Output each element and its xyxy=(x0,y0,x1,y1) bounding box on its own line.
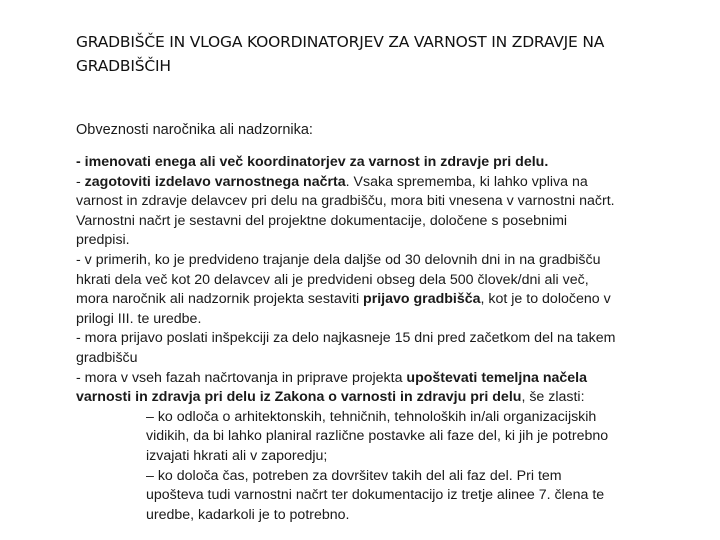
timing-text-1: – ko določa čas, potreben za dovršitev takih del ali faz del. Pri tem xyxy=(146,467,562,484)
principles-bold-2: varnosti in zdravja pri delu iz Zakona o varnosti in zdravju pri delu xyxy=(76,389,522,406)
obligation-safety-plan xyxy=(76,173,688,251)
page-title xyxy=(76,30,686,78)
body-text xyxy=(76,153,688,525)
principles-text-1: - mora v vseh fazah načrtovanja in priprave projekta xyxy=(76,369,407,386)
title-line-1: GRADBIŠČE IN VLOGA KOORDINATORJEV ZA VARNOST IN ZDRAVJE NA xyxy=(76,33,605,51)
title-line-2: GRADBIŠČIH xyxy=(76,57,171,75)
safety-plan-text-1: . Vsaka sprememba, ki lahko vpliva na xyxy=(345,173,588,190)
dash: - xyxy=(76,173,85,190)
site-notice-text-3b: , kot je to določeno v xyxy=(480,291,611,308)
site-notice-text-1: - v primerih, ko je predvideno trajanje dela daljše od 30 delovnih dni in na gradbišču xyxy=(76,251,601,268)
site-notice-text-2: hkrati dela več kot 20 delavcev ali je predvideni obseg dela 500 človek/dni ali več, xyxy=(76,271,589,288)
principles-bold-1: upoštevati temeljna načela xyxy=(406,369,587,386)
obligation-inspection xyxy=(76,329,688,368)
site-notice-text-4: prilogi III. te uredbe. xyxy=(76,310,202,327)
inspection-text-2: gradbišču xyxy=(76,349,138,366)
safety-plan-text-3: Varnostni načrt je sestavni del projektne dokumentacije, določene s posebnimi xyxy=(76,212,568,229)
decisions-text-1: – ko odloča o arhitektonskih, tehničnih, tehnoloških in/ali organizacijskih xyxy=(146,408,597,425)
sub-item-timing xyxy=(76,467,688,526)
sub-item-decisions xyxy=(76,408,688,467)
principles-text-2: , še zlasti: xyxy=(521,389,585,406)
safety-plan-text-4: predpisi. xyxy=(76,232,130,249)
obligation-principles xyxy=(76,369,688,408)
inspection-text-1: - mora prijavo poslati inšpekciji za delo najkasneje 15 dni pred začetkom del na takem xyxy=(76,330,616,347)
section-heading: Obveznosti naročnika ali nadzornika: xyxy=(76,122,313,138)
safety-plan-text-2: varnost in zdravje delavcev pri delu na gradbišču, mora biti vnesena v varnostni načrt. xyxy=(76,193,615,210)
decisions-text-3: izvajati hkrati ali v zaporedju; xyxy=(146,447,328,464)
timing-text-2: upošteva tudi varnostni načrt ter dokumentacijo iz tretje alinee 7. člena te xyxy=(146,487,605,504)
timing-text-3: uredbe, kadarkoli je to potrebno. xyxy=(146,506,350,523)
safety-plan-bold: zagotoviti izdelavo varnostnega načrta xyxy=(84,173,346,190)
obligation-site-notice xyxy=(76,251,688,329)
obligation-appoint-text: - imenovati enega ali več koordinatorjev za varnost in zdravje pri delu. xyxy=(76,154,549,170)
site-notice-bold: prijavo gradbišča xyxy=(363,291,481,308)
obligation-appoint xyxy=(76,153,688,173)
site-notice-text-3a: mora naročnik ali nadzornik projekta sestaviti xyxy=(76,291,364,308)
decisions-text-2: vidikih, da bi lahko planiral različne postavke ali faze del, ki jih je potrebno xyxy=(146,428,609,445)
